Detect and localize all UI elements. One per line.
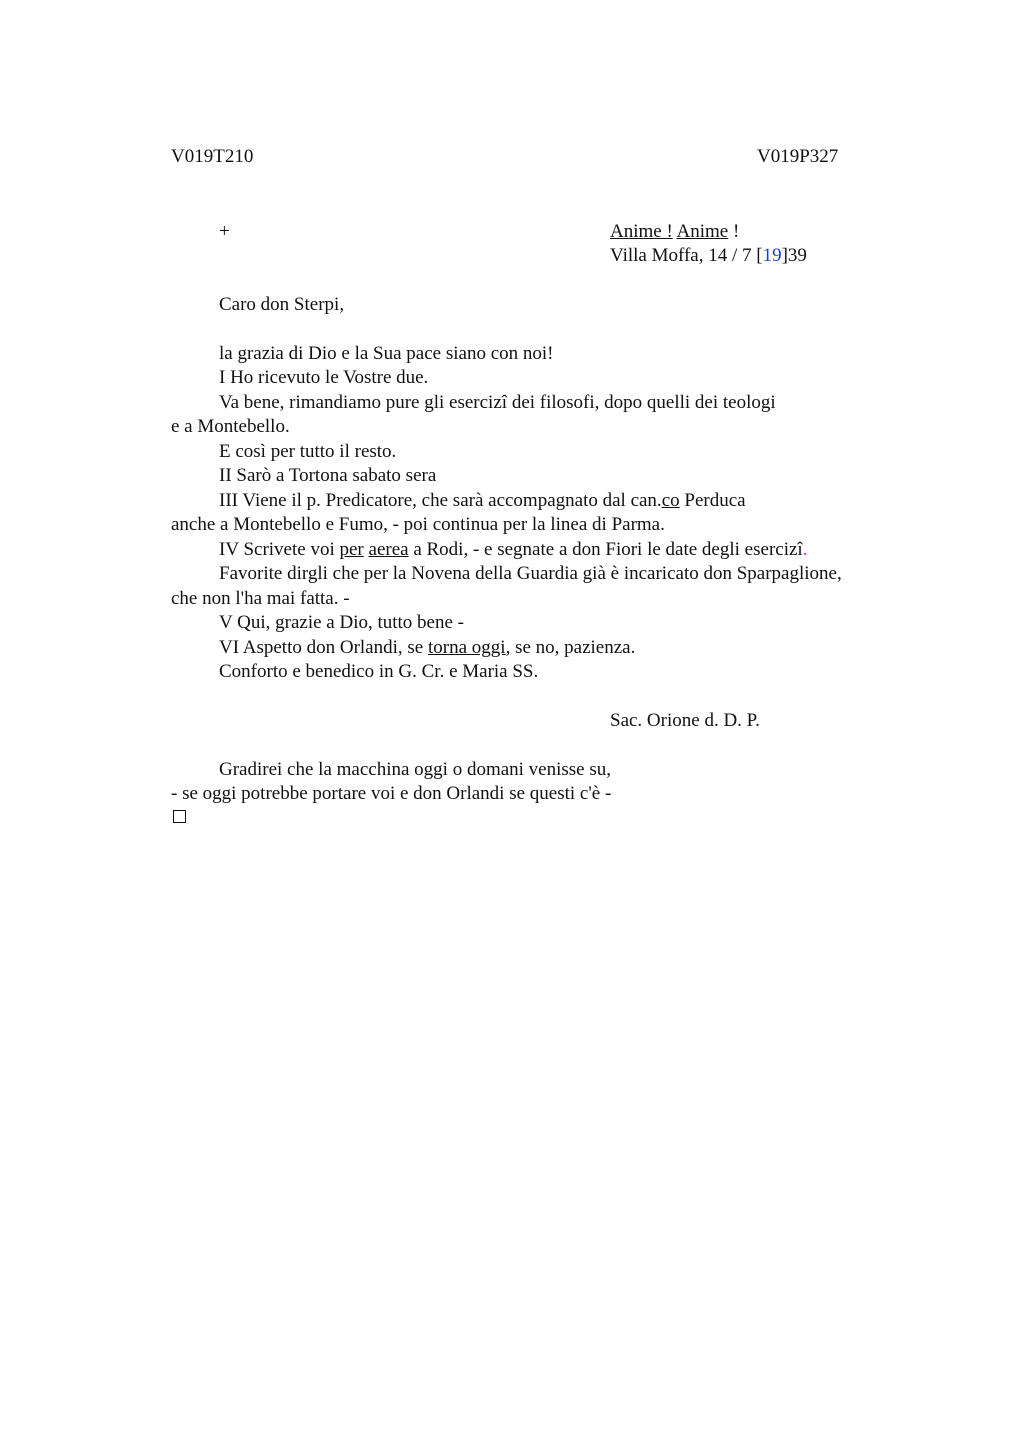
underlined-text: co [661,490,680,511]
body-text: IV Scrivete voi [219,539,340,560]
postscript-line: Gradirei che la macchina oggi o domani venisse su, [219,759,612,780]
body-text: dei filosofi, dopo quelli dei teologi [507,392,776,413]
body-line [219,636,635,660]
body-line: che non l'ha mai fatta. - [171,588,350,609]
editorial-mark: ̂. [802,539,808,560]
place-date-part-2: ]39 [781,245,807,266]
postscript-line: - se oggi potrebbe portare voi e don Orlandi se questi c'è - [171,783,612,804]
body-line: II Sarò a Tortona sabato sera [219,465,437,486]
archive-code-right: V019P327 [757,146,839,167]
body-line [219,391,776,415]
motto-part-1: Anime ! [610,221,673,242]
body-text: Perduca [679,490,746,511]
body-line: I Ho ricevuto le Vostre due. [219,367,429,388]
archive-code-left: V019T210 [171,146,254,167]
salutation: Caro don Sterpi, [219,294,345,315]
body-line: Favorite dirgli che per la Novena della Guardia già è incaricato don Sparpaglione, [219,563,842,584]
body-text: Va bene, rimandiamo pure gli esercizi [219,392,508,413]
underlined-text: aerea [368,539,409,560]
motto-part-2: Anime [676,221,729,242]
body-line: V Qui, grazie a Dio, tutto bene - [219,612,464,633]
motto [610,220,739,244]
body-text: , se no, pazienza. [505,637,636,658]
cross-mark: + [219,221,230,242]
body-text: VI Aspetto don Orlandi, se [219,637,428,658]
body-text: III Viene il p. Predicatore, che sarà accompagnato dal can. [219,490,662,511]
body-line [219,538,807,562]
body-line: E così per tutto il resto. [219,441,397,462]
body-text: a Rodi, - e segnate a don Fiori le date degli esercizi [408,539,803,560]
motto-part-3: ! [728,221,740,242]
place-date-part-1: Villa Moffa, 14 / 7 [ [610,245,763,266]
underlined-text: per [339,539,364,560]
end-of-document-box-icon [173,810,186,823]
body-line: la grazia di Dio e la Sua pace siano con noi! [219,343,554,364]
place-date [610,244,807,268]
signature: Sac. Orione d. D. P. [610,710,760,731]
underlined-text: torna oggi [427,637,506,658]
editorial-insertion: 19 [762,245,782,266]
body-line [219,489,746,513]
body-line: anche a Montebello e Fumo, - poi continua per la linea di Parma. [171,514,665,535]
body-line: e a Montebello. [171,416,290,437]
body-line: Conforto e benedico in G. Cr. e Maria SS. [219,661,539,682]
